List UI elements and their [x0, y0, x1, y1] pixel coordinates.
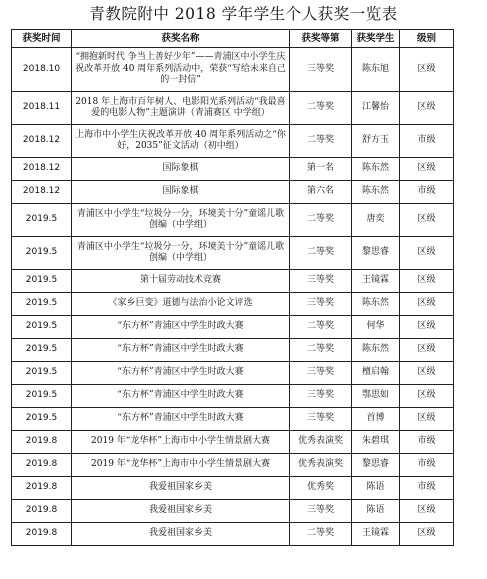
- award-level-cell: 第一名: [290, 158, 352, 181]
- award-grade-cell: 区级: [400, 316, 454, 339]
- table-header-row: [12, 30, 454, 48]
- award-grade-cell: 区级: [400, 500, 454, 523]
- award-name-cell: 我爱祖国家乡美: [72, 500, 290, 523]
- award-name-cell: 我爱祖国家乡美: [72, 523, 290, 546]
- table-row: [12, 204, 454, 237]
- student-name-cell: 黎思睿: [352, 454, 400, 477]
- award-level-cell: 二等奖: [290, 204, 352, 237]
- award-name-cell: 2018 年上海市百年树人、电影阳光系列活动“我最喜爱的电影人物”主题演讲（青浦赛区 中学组）: [72, 92, 290, 125]
- student-name-cell: 朱碧琪: [352, 431, 400, 454]
- table-row: [12, 454, 454, 477]
- award-level-cell: 二等奖: [290, 339, 352, 362]
- award-grade-cell: 市级: [400, 181, 454, 204]
- award-level-cell: 三等奖: [290, 270, 352, 293]
- table-row: [12, 270, 454, 293]
- student-name-cell: 陈东然: [352, 339, 400, 362]
- award-name-cell: “拥抱新时代 争当上善好少年”——青浦区中小学生庆祝改革开放 40 周年系列活动中，荣获“写给未来自己的一封信”: [72, 48, 290, 92]
- award-level-cell: 三等奖: [290, 408, 352, 431]
- student-name-cell: 陈东然: [352, 158, 400, 181]
- column-header-award-level: 获奖等第: [290, 30, 352, 48]
- table-row: [12, 293, 454, 316]
- award-name-cell: “东方杯”青浦区中学生时政大赛: [72, 362, 290, 385]
- award-level-cell: 三等奖: [290, 385, 352, 408]
- award-level-cell: 二等奖: [290, 92, 352, 125]
- table-row: [12, 92, 454, 125]
- award-name-cell: 《家乡巨变》道德与法治小论文评选: [72, 293, 290, 316]
- award-level-cell: 三等奖: [290, 500, 352, 523]
- student-name-cell: 首博: [352, 408, 400, 431]
- table-row: [12, 523, 454, 546]
- table-row: [12, 339, 454, 362]
- awards-table: [11, 29, 454, 546]
- award-date-cell: 2019.8: [12, 431, 72, 454]
- table-row: [12, 477, 454, 500]
- student-name-cell: 黎思睿: [352, 237, 400, 270]
- column-header-award-name: 获奖名称: [72, 30, 290, 48]
- award-level-cell: 二等奖: [290, 316, 352, 339]
- student-name-cell: 舒方玉: [352, 125, 400, 158]
- award-date-cell: 2018.10: [12, 48, 72, 92]
- table-row: [12, 48, 454, 92]
- table-row: [12, 408, 454, 431]
- award-name-cell: “东方杯”青浦区中学生时政大赛: [72, 385, 290, 408]
- award-name-cell: 国际象棋: [72, 158, 290, 181]
- student-name-cell: 陈语: [352, 477, 400, 500]
- award-grade-cell: 区级: [400, 339, 454, 362]
- award-date-cell: 2019.8: [12, 454, 72, 477]
- document-title: 青教院附中 2018 学年学生个人获奖一览表: [89, 5, 398, 23]
- student-name-cell: 陈东然: [352, 181, 400, 204]
- award-level-cell: 二等奖: [290, 125, 352, 158]
- award-grade-cell: 区级: [400, 385, 454, 408]
- award-name-cell: 2019 年“龙华杯”上海市中小学生情景剧大赛: [72, 454, 290, 477]
- award-date-cell: 2019.5: [12, 385, 72, 408]
- award-name-cell: 国际象棋: [72, 181, 290, 204]
- award-grade-cell: 区级: [400, 270, 454, 293]
- award-level-cell: 第六名: [290, 181, 352, 204]
- award-name-cell: 青浦区中小学生“垃圾分一分，环境美十分”童谣儿歌创编（中学组）: [72, 204, 290, 237]
- table-row: [12, 500, 454, 523]
- award-name-cell: 上海市中小学生庆祝改革开放 40 周年系列活动之“你好，2035”征文活动（初中组）: [72, 125, 290, 158]
- award-grade-cell: 区级: [400, 237, 454, 270]
- award-date-cell: 2018.12: [12, 125, 72, 158]
- award-name-cell: “东方杯”青浦区中学生时政大赛: [72, 408, 290, 431]
- student-name-cell: 江馨怡: [352, 92, 400, 125]
- award-name-cell: 我爱祖国家乡美: [72, 477, 290, 500]
- student-name-cell: 何华: [352, 316, 400, 339]
- award-date-cell: 2019.5: [12, 237, 72, 270]
- award-name-cell: “东方杯”青浦区中学生时政大赛: [72, 339, 290, 362]
- student-name-cell: 陈语: [352, 500, 400, 523]
- table-row: [12, 125, 454, 158]
- award-name-cell: 青浦区中小学生“垃圾分一分，环境美十分”童谣儿歌创编（中学组）: [72, 237, 290, 270]
- award-date-cell: 2019.8: [12, 477, 72, 500]
- table-row: [12, 362, 454, 385]
- student-name-cell: 陈东旭: [352, 48, 400, 92]
- award-grade-cell: 区级: [400, 523, 454, 546]
- student-name-cell: 鄂思如: [352, 385, 400, 408]
- award-level-cell: 二等奖: [290, 237, 352, 270]
- award-level-cell: 优秀表演奖: [290, 431, 352, 454]
- table-row: [12, 158, 454, 181]
- award-grade-cell: 区级: [400, 158, 454, 181]
- award-level-cell: 三等奖: [290, 293, 352, 316]
- table-row: [12, 181, 454, 204]
- award-date-cell: 2018.12: [12, 158, 72, 181]
- award-grade-cell: 区级: [400, 92, 454, 125]
- award-level-cell: 三等奖: [290, 48, 352, 92]
- column-header-date: 获奖时间: [12, 30, 72, 48]
- table-row: [12, 431, 454, 454]
- award-date-cell: 2019.5: [12, 339, 72, 362]
- award-grade-cell: 区级: [400, 204, 454, 237]
- column-header-grade: 级别: [400, 30, 454, 48]
- award-date-cell: 2019.8: [12, 523, 72, 546]
- award-name-cell: 2019 年“龙华杯”上海市中小学生情景剧大赛: [72, 431, 290, 454]
- student-name-cell: 唐奕: [352, 204, 400, 237]
- award-grade-cell: 区级: [400, 293, 454, 316]
- table-row: [12, 316, 454, 339]
- award-grade-cell: 区级: [400, 362, 454, 385]
- award-date-cell: 2019.5: [12, 293, 72, 316]
- award-grade-cell: 区级: [400, 408, 454, 431]
- student-name-cell: 王镜霖: [352, 270, 400, 293]
- award-date-cell: 2019.5: [12, 316, 72, 339]
- table-body: [12, 48, 454, 546]
- column-header-student: 获奖学生: [352, 30, 400, 48]
- award-date-cell: 2019.5: [12, 270, 72, 293]
- award-date-cell: 2018.12: [12, 181, 72, 204]
- award-date-cell: 2019.5: [12, 408, 72, 431]
- award-grade-cell: 市级: [400, 431, 454, 454]
- student-name-cell: 王镜霖: [352, 523, 400, 546]
- award-name-cell: 第十届劳动技术竞赛: [72, 270, 290, 293]
- student-name-cell: 陈东然: [352, 293, 400, 316]
- award-grade-cell: 市级: [400, 454, 454, 477]
- award-name-cell: “东方杯”青浦区中学生时政大赛: [72, 316, 290, 339]
- award-grade-cell: 市级: [400, 125, 454, 158]
- award-date-cell: 2019.5: [12, 204, 72, 237]
- student-name-cell: 檀启翰: [352, 362, 400, 385]
- award-level-cell: 优秀表演奖: [290, 454, 352, 477]
- award-date-cell: 2018.11: [12, 92, 72, 125]
- table-row: [12, 385, 454, 408]
- award-date-cell: 2019.8: [12, 500, 72, 523]
- award-grade-cell: 区级: [400, 48, 454, 92]
- award-level-cell: 三等奖: [290, 362, 352, 385]
- award-grade-cell: 市级: [400, 477, 454, 500]
- award-level-cell: 二等奖: [290, 523, 352, 546]
- award-date-cell: 2019.5: [12, 362, 72, 385]
- award-level-cell: 优秀奖: [290, 477, 352, 500]
- table-row: [12, 237, 454, 270]
